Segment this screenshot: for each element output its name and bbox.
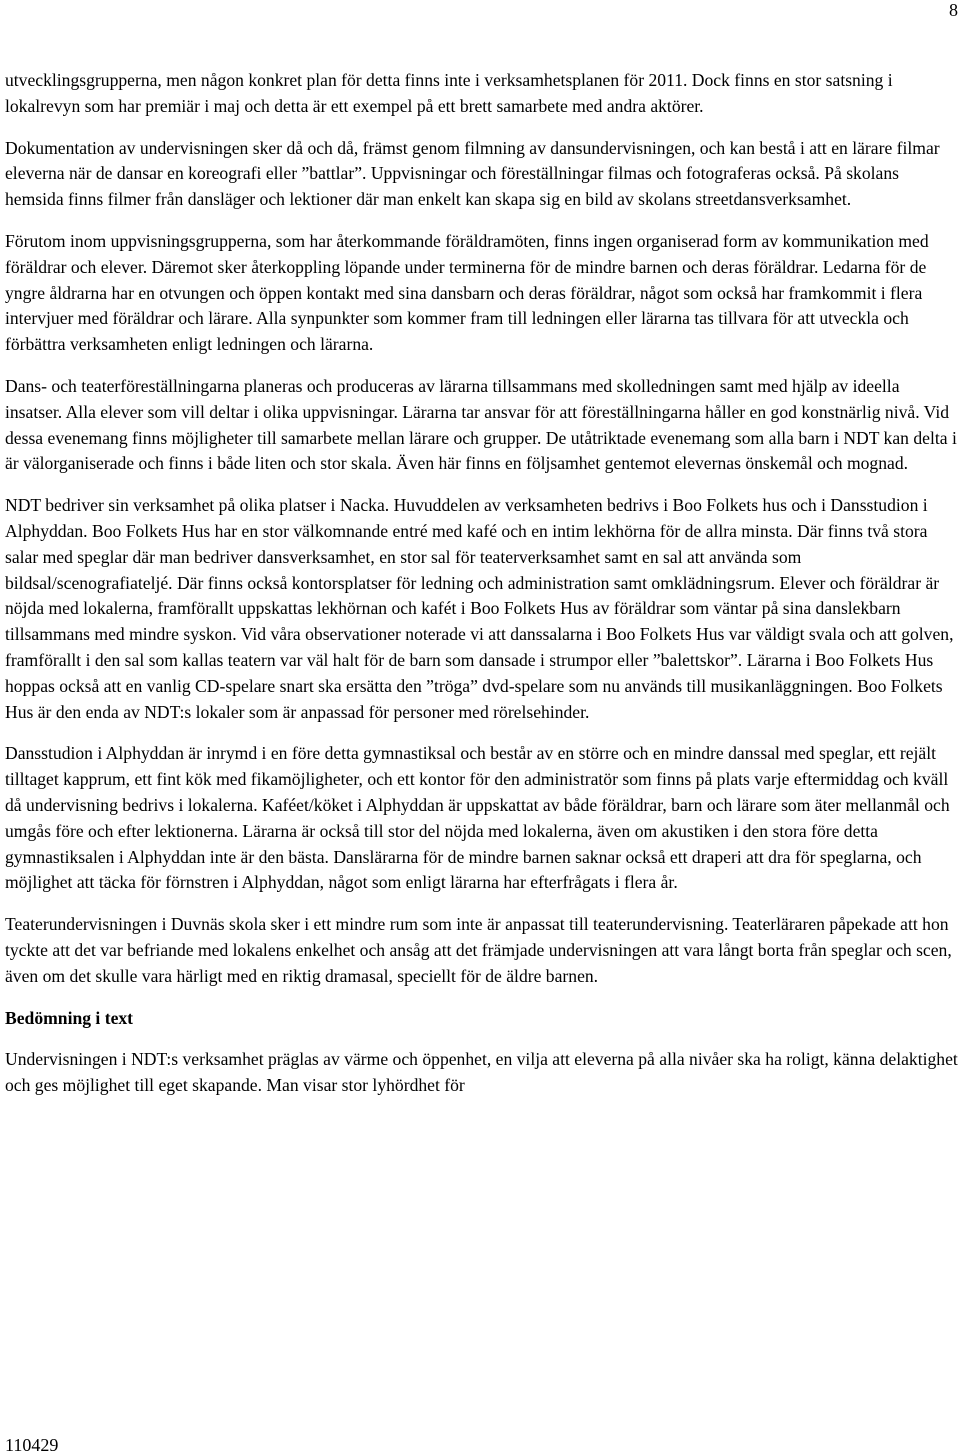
footer-date: 110429 xyxy=(5,1435,59,1455)
paragraph-documentation: Dokumentation av undervisningen sker då och då, främst genom filmning av dansundervisningen, och kan bestå i att en lärare filmar eleverna när de dansar en koreografi eller ”battlar”. Uppvisningar och föreställningar filmas och fotograferas också. På skolans hemsida finns filmer från dansläger och lektioner där man enkelt kan skapa sig en bild av skolans streetdansverksamhet. xyxy=(5,137,940,210)
paragraph-duvnas: Teaterundervisningen i Duvnäs skola sker i ett mindre rum som inte är anpassat till teaterundervisning. Teaterläraren påpekade att hon tyckte att det var befriande med lokalens enkelhet och ansåg att det främjade undervisningen att vara långt borta från speglar och scen, även om det skulle vara härligt med en riktig dramasal, speciellt för de äldre barnen. xyxy=(5,914,952,986)
paragraph-performances: Dans- och teaterföreställningarna planeras och produceras av lärarna tillsammans med skolledningen samt med hjälp av ideella insatser. Alla elever som vill deltar i olika uppvisningar. Lärarna tar ansvar för att föreställningarna håller en god konstnärlig nivå. Vid dessa evenemang finns möjligheter till samarbete mellan lärare och grupper. De utåtriktade evenemang som alla barn i NDT kan delta i är välorganiserade och finns i både liten och stor skala. Även här finns en följsamhet gentemot elevernas önskemål och mognad. xyxy=(5,375,957,474)
page-number: 8 xyxy=(949,0,958,20)
section-text: Undervisningen i NDT:s verksamhet präglas av värme och öppenhet, en vilja att eleverna på alla nivåer ska ha roligt, känna delaktighet och ges möjlighet till eget skapande. Man visar stor lyhördhet för xyxy=(5,1049,958,1096)
document-body xyxy=(5,68,958,1099)
paragraph-communication: Förutom inom uppvisningsgrupperna, som har återkommande föräldramöten, finns ingen organiserad form av kommunikation med föräldrar och elever. Däremot sker återkoppling löpande under terminerna för de mindre barnen och deras föräldrar. Ledarna för de yngre åldrarna har en otvungen och öppen kontakt med sina dansbarn och deras föräldrar, något som också har framkommit i flera intervjuer med föräldrar och lärare. Alla synpunkter som kommer fram till ledningen eller lärarna tas tillvara för att utveckla och förbättra verksamheten enligt ledningen och lärarna. xyxy=(5,230,929,355)
paragraph-boo-folkets-hus: NDT bedriver sin verksamhet på olika platser i Nacka. Huvuddelen av verksamheten bedrivs i Boo Folkets hus och i Dansstudion i Alphyddan. Boo Folkets Hus har en stor välkomnande entré med kafé och en intim lekhörna för de allra minsta. Där finns två stora salar med speglar där man bedriver dansverksamhet, en stor sal för teaterverksamhet samt en sal att använda som bildsal/scenografiateljé. Där finns också kontorsplatser för ledning och administration samt omklädningsrum. Elever och föräldrar är nöjda med lokalerna, framförallt uppskattas lekhörnan och kafét i Boo Folkets Hus av föräldrar som väntar på sina danslekbarn tillsammans med mindre syskon. Vid våra observationer noterade vi att danssalarna i Boo Folkets Hus var väldigt svala och att golven, framförallt i den sal som kallas teatern var väl halt för de barn som dansade i strumpor eller ”balettskor”. Lärarna i Boo Folkets Hus hoppas också att en vanlig CD-spelare snart ska ersätta den ”tröga” dvd-spelare som nu används till musikanläggningen. Boo Folkets Hus är den enda av NDT:s lokaler som är anpassad för personer med rörelsehinder. xyxy=(5,495,954,722)
paragraph-alphyddan: Dansstudion i Alphyddan är inrymd i en före detta gymnastiksal och består av en större och en mindre danssal med speglar, ett rejält tilltaget kapprum, ett fint kök med fikamöjligheter, och ett kontor för den administratör som finns på plats varje eftermiddag och kväll då undervisning bedrivs i lokalerna. Kaféet/köket i Alphyddan är uppskattat av både föräldrar, barn och lärare som äter mellanmål och umgås före och efter lektionerna. Lärarna är också till stor del nöjda med lokalerna, även om akustiken i den stora före detta gymnastiksalen i Alphyddan inte är den bästa. Danslärarna för de mindre barnen saknar också ett draperi att dra för speglarna, och möjlighet att täcka för förnstren i Alphyddan, något som enligt lärarna har efterfrågats i flera år. xyxy=(5,743,950,893)
section-heading: Bedömning i text xyxy=(5,1007,134,1028)
paragraph-development-groups: utvecklingsgrupperna, men någon konkret plan för detta finns inte i verksamhetsplanen för 2011. Dock finns en stor satsning i lokalrevyn som har premiär i maj och detta är ett exempel på ett brett samarbete med andra aktörer. xyxy=(5,70,893,116)
